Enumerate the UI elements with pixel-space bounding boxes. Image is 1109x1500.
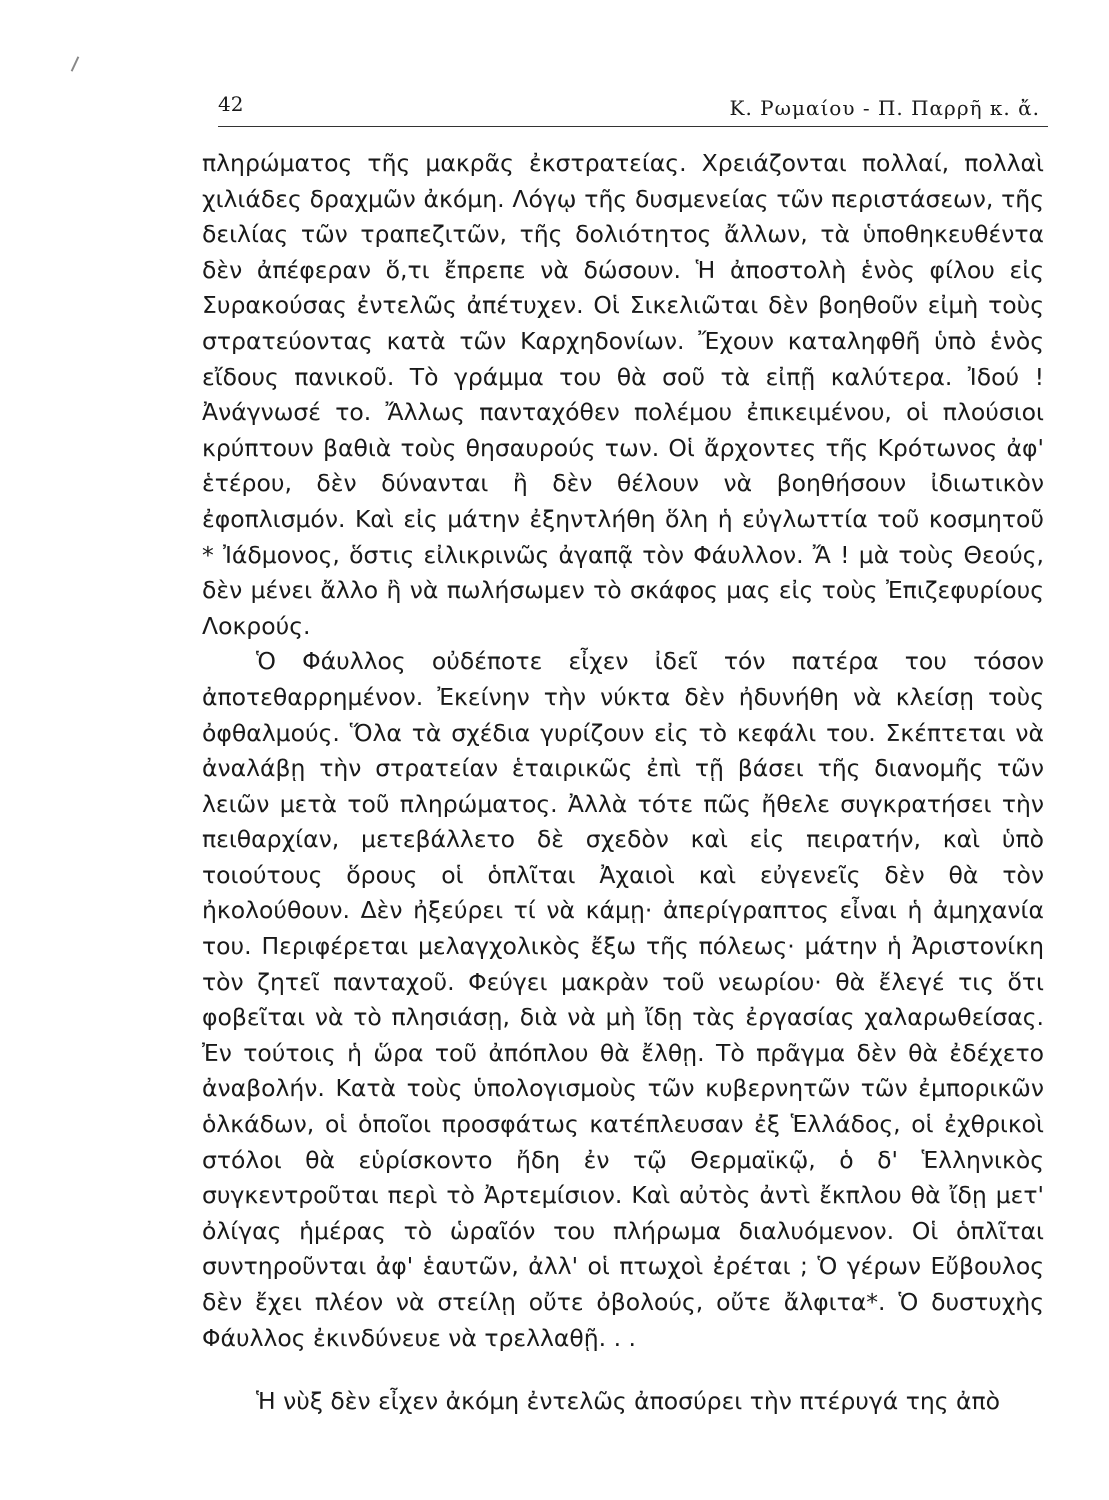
pencil-mark (71, 56, 80, 71)
page-number: 42 (218, 92, 244, 116)
paragraph-1: πληρώματος τῆς μακρᾶς ἐκστρατείας. Χρειάζονται πολλαί, πολλαὶ χιλιάδες δραχμῶν ἀκόμη. Λόγῳ τῆς δυσμενείας τῶν περιστάσεων, τῆς δειλίας τῶν τραπεζιτῶν, τῆς δολιότητος ἄλλων, τὰ ὑποθηκευθέντα δὲν ἀπέφεραν ὅ,τι ἔπρεπε νὰ δώσουν. Ἡ ἀποστολὴ ἑνὸς φίλου εἰς Συρακούσας ἐντελῶς ἀπέτυχεν. Οἱ Σικελιῶται δὲν βοηθοῦν εἰμὴ τοὺς στρατεύοντας κατὰ τῶν Καρχηδονίων. Ἔχουν καταληφθῆ ὑπὸ ἑνὸς εἴδους πανικοῦ. Τὸ γράμμα του θὰ σοῦ τὰ εἰπῇ καλύτερα. Ἰδού ! Ἀνάγνωσέ το. Ἄλλως πανταχόθεν πολέμου ἐπικειμένου, οἱ πλούσιοι κρύπτουν βαθιὰ τοὺς θησαυρούς των. Οἱ ἄρχοντες τῆς Κρότωνος ἀφ' ἑτέρου, δὲν δύνανται ἢ δὲν θέλουν νὰ βοηθήσουν ἰδιωτικὸν ἐφοπλισμόν. Καὶ εἰς μάτην ἐξηντλήθη ὅλη ἡ εὐγλωττία τοῦ κοσμητοῦ * Ἰάδμονος, ὅστις εἰλικρινῶς ἀγαπᾷ τὸν Φάυλλον. Ἄ ! μὰ τοὺς Θεούς, δὲν μένει ἄλλο ἢ νὰ πωλήσωμεν τὸ σκάφος μας εἰς τοὺς Ἐπιζεφυρίους Λοκρούς. (202, 149, 1044, 640)
running-head: Κ. Ρωμαίου - Π. Παρρῆ κ. ἄ. (729, 96, 1040, 120)
paragraph-2: Ὁ Φάυλλος οὐδέποτε εἶχεν ἰδεῖ τόν πατέρα του τόσον ἀποτεθαρρημένον. Ἐκείνην τὴν νύκτα δὲν ἠδυνήθη νὰ κλείσῃ τοὺς ὀφθαλμούς. Ὅλα τὰ σχέδια γυρίζουν εἰς τὸ κεφάλι του. Σκέπτεται νὰ ἀναλάβῃ τὴν στρατείαν ἑταιρικῶς ἐπὶ τῇ βάσει τῆς διανομῆς τῶν λειῶν μετὰ τοῦ πληρώματος. Ἀλλὰ τότε πῶς ἤθελε συγκρατήσει τὴν πειθαρχίαν, μετεβάλλετο δὲ σχεδὸν καὶ εἰς πειρατήν, καὶ ὑπὸ τοιούτους ὅρους οἱ ὁπλῖται Ἀχαιοὶ καὶ εὐγενεῖς δὲν θὰ τὸν ἠκολούθουν. Δὲν ἠξεύρει τί νὰ κάμῃ· ἀπερίγραπτος εἶναι ἡ ἀμηχανία του. Περιφέρεται μελαγχολικὸς ἔξω τῆς πόλεως· μάτην ἡ Ἀριστονίκη τὸν ζητεῖ πανταχοῦ. Φεύγει μακρὰν τοῦ νεωρίου· θὰ ἔλεγέ τις ὅτι φοβεῖται νὰ τὸ πλησιάσῃ, διὰ νὰ μὴ ἴδῃ τὰς ἐργασίας χαλαρωθείσας. Ἐν τούτοις ἡ ὥρα τοῦ ἀπόπλου θὰ ἔλθῃ. Τὸ πρᾶγμα δὲν θὰ ἐδέχετο ἀναβολήν. Κατὰ τοὺς ὑπολογισμοὺς τῶν κυβερνητῶν τῶν ἐμπορικῶν ὁλκάδων, οἱ ὁποῖοι προσφάτως κατέπλευσαν ἐξ Ἑλλάδος, οἱ ἐχθρικοὶ στόλοι θὰ εὑρίσκοντο ἤδη ἐν τῷ Θερμαϊκῷ, ὁ δ' Ἑλληνικὸς συγκεντροῦται περὶ τὸ Ἀρτεμίσιον. Καὶ αὐτὸς ἀντὶ ἔκπλου θὰ ἴδῃ μετ' ὀλίγας ἡμέρας τὸ ὡραῖόν του πλήρωμα διαλυόμενον. Οἱ ὁπλῖται συντηροῦνται ἀφ' ἑαυτῶν, ἀλλ' οἱ πτωχοὶ ἐρέται ; Ὁ γέρων Εὔβουλος δὲν ἔχει πλέον νὰ στείλῃ οὔτε ὀβολούς, οὔτε ἄλφιτα*. Ὁ δυστυχὴς Φάυλλος ἐκινδύνευε νὰ τρελλαθῇ. . . (202, 647, 1044, 1352)
page-body (202, 146, 1044, 1420)
page-header (218, 92, 1048, 127)
paragraph-3: Ἡ νὺξ δὲν εἶχεν ἀκόμη ἐντελῶς ἀποσύρει τὴν πτέρυγά της ἀπὸ (256, 1387, 1001, 1416)
